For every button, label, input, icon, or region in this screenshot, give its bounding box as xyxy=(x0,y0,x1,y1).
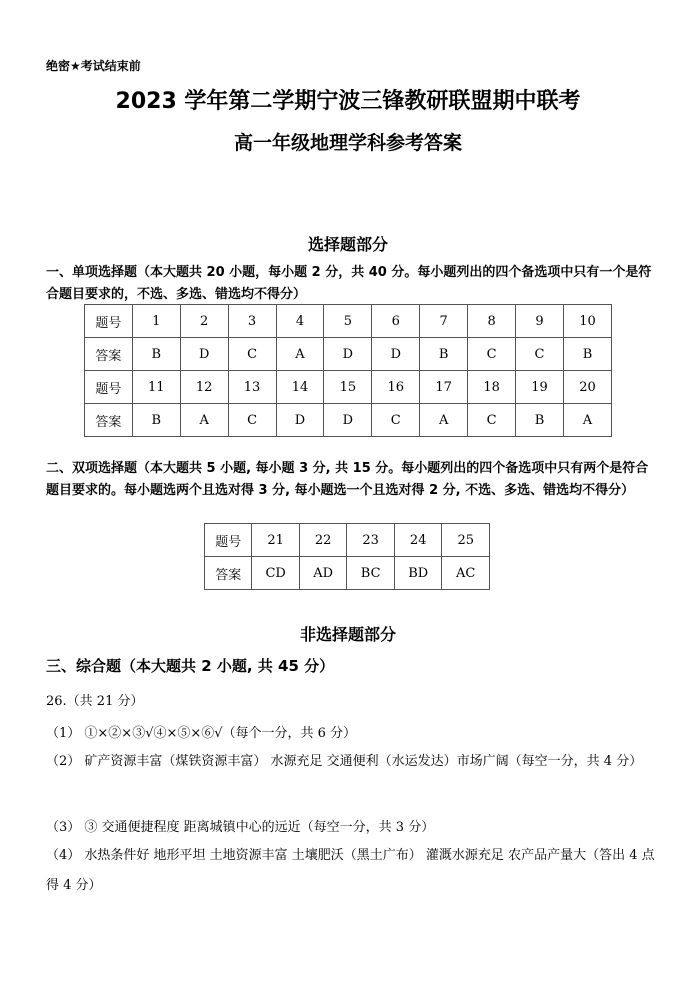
answer-cell: B xyxy=(563,338,611,371)
answer-cell: 14 xyxy=(276,371,324,404)
answer-cell: CD xyxy=(252,557,300,590)
table-row xyxy=(205,557,490,590)
choice-section-heading: 选择题部分 xyxy=(307,235,388,254)
answer-cell: A xyxy=(563,404,611,437)
table-row xyxy=(85,404,612,437)
answer-26-3: （3） ③ 交通便捷程度 距离城镇中心的远近（每空一分，共 3 分） xyxy=(46,820,435,835)
answer-cell: 13 xyxy=(228,371,276,404)
double-choice-answer-table xyxy=(204,523,490,590)
composite-question-heading: 三、综合题（本大题共 2 小题, 共 45 分） xyxy=(46,657,335,675)
table-row xyxy=(205,524,490,557)
nonchoice-section-heading: 非选择题部分 xyxy=(299,625,396,644)
answer-cell: 11 xyxy=(132,371,180,404)
answer-cell: 24 xyxy=(394,524,442,557)
answer-cell: 12 xyxy=(180,371,228,404)
table-row xyxy=(85,305,612,338)
answer-cell: 19 xyxy=(516,371,564,404)
answer-cell: 5 xyxy=(324,305,372,338)
answer-cell: D xyxy=(324,404,372,437)
answer-cell: 6 xyxy=(372,305,420,338)
answer-cell: D xyxy=(180,338,228,371)
answer-cell: D xyxy=(324,338,372,371)
answer-cell: A xyxy=(276,338,324,371)
row-label-cell: 答案 xyxy=(85,338,133,371)
answer-cell: C xyxy=(468,338,516,371)
answer-cell: B xyxy=(420,338,468,371)
answer-cell: 25 xyxy=(442,524,490,557)
answer-cell: C xyxy=(516,338,564,371)
table-row xyxy=(85,338,612,371)
answer-cell: B xyxy=(132,338,180,371)
answer-cell: A xyxy=(180,404,228,437)
row-label-cell: 题号 xyxy=(85,305,133,338)
answer-cell: D xyxy=(276,404,324,437)
answer-cell: 21 xyxy=(252,524,300,557)
answer-cell: C xyxy=(228,404,276,437)
answer-cell: BD xyxy=(394,557,442,590)
answer-cell: B xyxy=(132,404,180,437)
answer-cell: 7 xyxy=(420,305,468,338)
answer-cell: 9 xyxy=(516,305,564,338)
answer-26-4: （4） 水热条件好 地形平坦 土地资源丰富 土壤肥沃（黑土广布） 灌溉水源充足 农产品产量大（答出 4 点得 4 分） xyxy=(46,848,655,893)
single-choice-heading: 一、单项选择题（本大题共 20 小题，每小题 2 分，共 40 分。每小题列出的四个备选项中只有一个是符合题目要求的，不选、多选、错选均不得分） xyxy=(46,265,652,302)
answer-cell: AC xyxy=(442,557,490,590)
exam-subtitle: 高一年级地理学科参考答案 xyxy=(233,132,462,154)
row-label-cell: 答案 xyxy=(85,404,133,437)
answer-cell: BC xyxy=(347,557,395,590)
answer-cell: 17 xyxy=(420,371,468,404)
question-26-title: 26.（共 21 分） xyxy=(46,694,144,709)
answer-cell: 16 xyxy=(372,371,420,404)
answer-cell: 22 xyxy=(299,524,347,557)
answer-cell: C xyxy=(228,338,276,371)
row-label-cell: 题号 xyxy=(85,371,133,404)
answer-cell: B xyxy=(516,404,564,437)
answer-cell: 18 xyxy=(468,371,516,404)
answer-26-1: （1） ①×②×③√④×⑤×⑥√（每个一分，共 6 分） xyxy=(46,726,357,741)
answer-cell: 3 xyxy=(228,305,276,338)
answer-cell: 8 xyxy=(468,305,516,338)
answer-cell: D xyxy=(372,338,420,371)
answer-cell: 10 xyxy=(563,305,611,338)
double-choice-heading: 二、双项选择题（本大题共 5 小题, 每小题 3 分, 共 15 分。每小题列出的四个备选项中只有两个是符合题目要求的。每小题选两个且选对得 3 分, 每小题选一个且选对得 2 分, 不选、多选、错选均不得分） xyxy=(46,461,649,498)
answer-cell: 1 xyxy=(132,305,180,338)
exam-title: 2023 学年第二学期宁波三锋教研联盟期中联考 xyxy=(115,89,581,114)
confidential-label: 绝密★考试结束前 xyxy=(46,59,141,73)
answer-cell: 15 xyxy=(324,371,372,404)
answer-26-2: （2） 矿产资源丰富（煤铁资源丰富） 水源充足 交通便利（水运发达）市场广阔（每空一分，共 4 分） xyxy=(46,754,643,769)
answer-cell: A xyxy=(420,404,468,437)
table-row xyxy=(85,371,612,404)
answer-cell: C xyxy=(468,404,516,437)
answer-cell: 2 xyxy=(180,305,228,338)
row-label-cell: 题号 xyxy=(205,524,252,557)
answer-cell: 23 xyxy=(347,524,395,557)
answer-cell: AD xyxy=(299,557,347,590)
answer-cell: 20 xyxy=(563,371,611,404)
single-choice-answer-table xyxy=(84,304,612,437)
answer-cell: 4 xyxy=(276,305,324,338)
row-label-cell: 答案 xyxy=(205,557,252,590)
answer-cell: C xyxy=(372,404,420,437)
